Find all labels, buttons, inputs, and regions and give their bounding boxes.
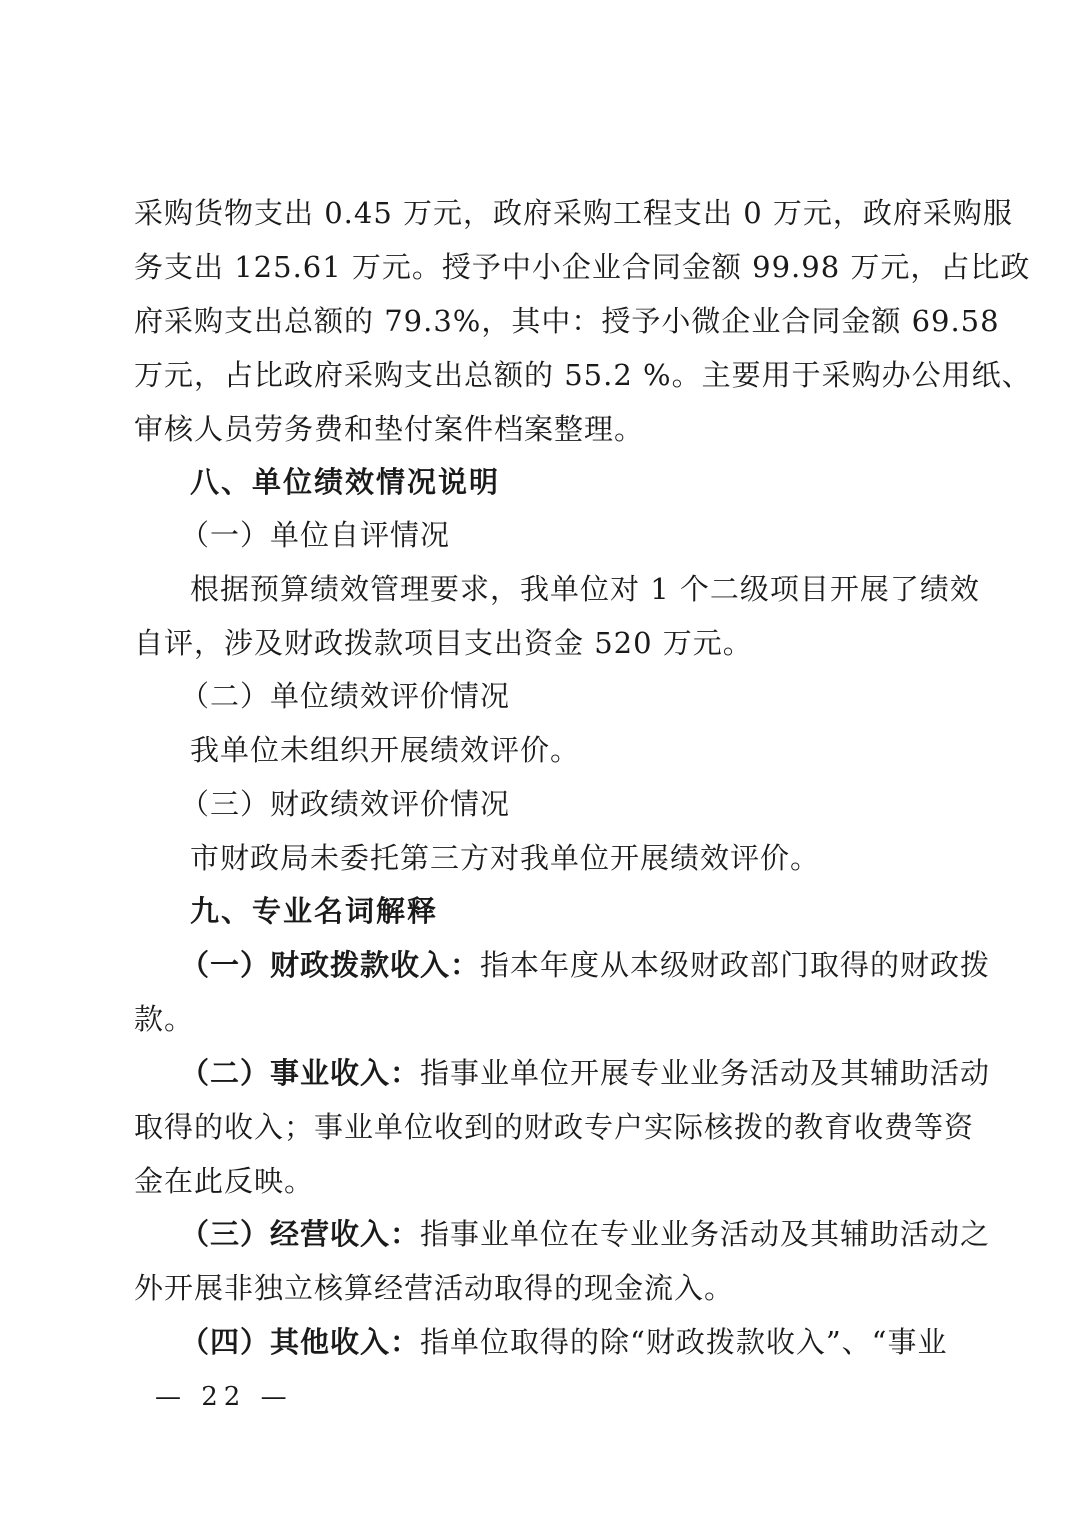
section-8-sub-1-line-2: 自评，涉及财政拨款项目支出资金 520 万元。: [134, 626, 753, 660]
section-8-sub-2-heading: （二）单位绩效评价情况: [180, 679, 511, 713]
term-1-line-2: 款。: [134, 1002, 195, 1036]
section-8-sub-2-line-1: 我单位未组织开展绩效评价。: [190, 733, 581, 767]
term-4-label: （四）其他收入：: [180, 1325, 421, 1359]
term-1-label: （一）财政拨款收入：: [180, 948, 481, 982]
procurement-line-3: 府采购支出总额的 79.3%，其中：授予小微企业合同金额 69.58: [134, 304, 1000, 338]
term-3-paragraph: [180, 1217, 991, 1251]
term-1-line-1: 指本年度从本级财政部门取得的财政拨: [480, 948, 991, 982]
section-8-sub-3-line-1: 市财政局未委托第三方对我单位开展绩效评价。: [190, 841, 821, 875]
term-2-line-2: 取得的收入；事业单位收到的财政专户实际核拨的教育收费等资: [134, 1110, 975, 1144]
section-9-heading: 九、专业名词解释: [190, 894, 439, 928]
section-8-heading: 八、单位绩效情况说明: [190, 465, 501, 499]
section-8-sub-1-heading: （一）单位自评情况: [180, 518, 451, 552]
section-8-sub-1-line-1: 根据预算绩效管理要求，我单位对 1 个二级项目开展了绩效: [190, 572, 980, 606]
term-2-paragraph: [180, 1056, 991, 1090]
term-3-label: （三）经营收入：: [180, 1217, 421, 1251]
procurement-line-1: 采购货物支出 0.45 万元，政府采购工程支出 0 万元，政府采购服: [134, 196, 1013, 230]
term-4-paragraph: [180, 1325, 948, 1359]
term-2-line-3: 金在此反映。: [134, 1164, 315, 1198]
term-2-line-1: 指事业单位开展专业业务活动及其辅助活动: [420, 1056, 991, 1090]
term-1-paragraph: [180, 948, 991, 982]
term-2-label: （二）事业收入：: [180, 1056, 421, 1090]
procurement-line-4: 万元，占比政府采购支出总额的 55.2 %。主要用于采购办公用纸、: [134, 358, 1032, 392]
procurement-line-5: 审核人员劳务费和垫付案件档案整理。: [134, 412, 645, 446]
term-3-line-2: 外开展非独立核算经营活动取得的现金流入。: [134, 1271, 735, 1305]
term-3-line-1: 指事业单位在专业业务活动及其辅助活动之: [420, 1217, 991, 1251]
procurement-line-2: 务支出 125.61 万元。授予中小企业合同金额 99.98 万元，占比政: [134, 250, 1031, 284]
section-8-sub-3-heading: （三）财政绩效评价情况: [180, 787, 511, 821]
page-number: — 22 —: [155, 1382, 293, 1412]
term-4-line-1: 指单位取得的除“财政拨款收入”、“事业: [420, 1325, 948, 1359]
